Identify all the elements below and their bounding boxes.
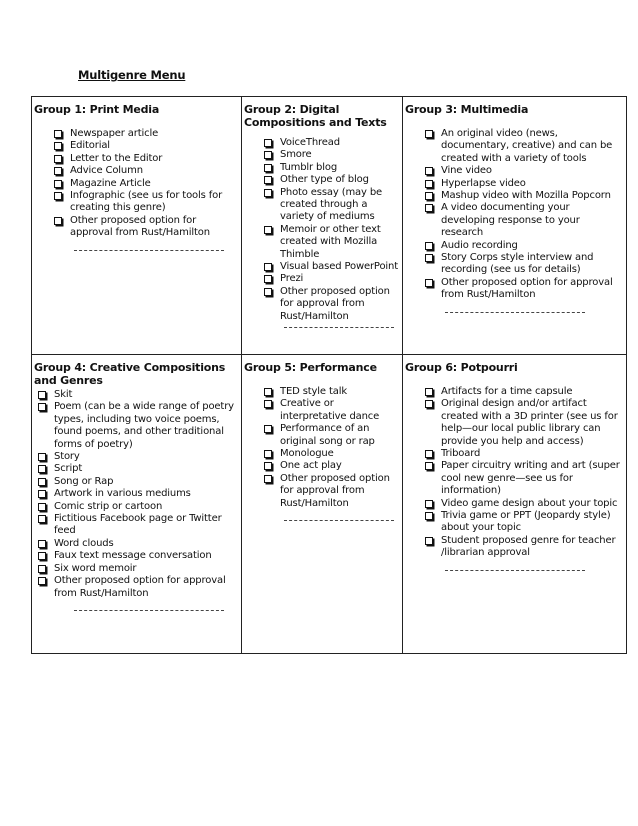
- checkbox-icon: [38, 391, 46, 399]
- item-text: Artwork in various mediums: [54, 488, 191, 500]
- item-text: Vine video: [441, 165, 492, 177]
- list-item: [264, 261, 398, 273]
- item-text: Other proposed option for approval from Rust/Hamilton: [441, 276, 613, 301]
- list-item: [264, 423, 398, 448]
- checkbox-icon: [264, 263, 272, 271]
- checkbox-icon: [425, 450, 433, 458]
- blank-line: [284, 327, 394, 329]
- item-text: Faux text message conversation: [54, 550, 212, 562]
- group-6-cell: [403, 355, 627, 654]
- list-item: [38, 538, 237, 550]
- group-5-cell: [242, 355, 403, 654]
- blank-line: [74, 250, 224, 252]
- list-item: [264, 398, 398, 423]
- checkbox-icon: [38, 403, 46, 411]
- list-item: [425, 398, 622, 448]
- item-text: One act play: [280, 460, 342, 472]
- checkbox-icon: [264, 400, 272, 408]
- checkbox-icon: [38, 540, 46, 548]
- checkbox-icon: [425, 254, 433, 262]
- item-text: Other type of blog: [280, 174, 369, 186]
- checkbox-icon: [425, 130, 433, 138]
- list-item: [264, 162, 398, 174]
- list-item: [38, 389, 237, 401]
- checkbox-icon: [264, 425, 272, 433]
- item-text: Editorial: [70, 140, 110, 152]
- item-text: Student proposed genre for teacher /librarian approval: [441, 534, 616, 559]
- group-title: Group 2: Digital Compositions and Texts: [244, 103, 387, 129]
- item-text: Visual based PowerPoint: [280, 261, 399, 273]
- list-item: [264, 286, 398, 323]
- list-item: [264, 149, 398, 161]
- list-item: [54, 165, 237, 177]
- checkbox-icon: [38, 552, 46, 560]
- list-item: [38, 451, 237, 463]
- item-text: Other proposed option for approval from Rust/Hamilton: [280, 285, 390, 322]
- item-text: Mashup video with Mozilla Popcorn: [441, 190, 611, 202]
- item-text: Video game design about your topic: [441, 497, 618, 509]
- list-item: [54, 215, 237, 240]
- checkbox-icon: [425, 537, 433, 545]
- list-item: [38, 488, 237, 500]
- list-item: [425, 448, 622, 460]
- item-text: Letter to the Editor: [70, 152, 163, 164]
- list-item: [264, 273, 398, 285]
- checkbox-icon: [38, 503, 46, 511]
- list-item: [425, 190, 622, 202]
- list-item: [54, 140, 237, 152]
- item-text: A video documenting your developing response to your research: [441, 202, 580, 239]
- checkbox-icon: [425, 180, 433, 188]
- checkbox-icon: [425, 512, 433, 520]
- checkbox-icon: [264, 462, 272, 470]
- list-item: [425, 386, 622, 398]
- list-item: [425, 277, 622, 302]
- checkbox-icon: [264, 189, 272, 197]
- checkbox-icon: [54, 180, 62, 188]
- item-text: Fictitious Facebook page or Twitter feed: [54, 513, 222, 537]
- list-item: [38, 476, 237, 488]
- group-6-list: [405, 386, 622, 560]
- checkbox-icon: [54, 155, 62, 163]
- checkbox-icon: [38, 478, 46, 486]
- list-item: [264, 386, 398, 398]
- checkbox-icon: [38, 490, 46, 498]
- list-item: [38, 401, 237, 451]
- checkbox-icon: [38, 565, 46, 573]
- item-text: Performance of an original song or rap: [280, 423, 375, 447]
- checkbox-icon: [425, 279, 433, 287]
- checkbox-icon: [264, 164, 272, 172]
- list-item: [264, 137, 398, 149]
- list-item: [425, 240, 622, 252]
- checkbox-icon: [38, 515, 46, 523]
- item-text: Newspaper article: [70, 128, 159, 139]
- list-item: [264, 174, 398, 186]
- checkbox-icon: [264, 226, 272, 234]
- group-3-list: [405, 128, 622, 302]
- list-item: [38, 501, 237, 513]
- list-item: [264, 224, 398, 261]
- group-1-list: [34, 128, 237, 240]
- item-text: Script: [54, 463, 83, 475]
- item-text: Audio recording: [441, 239, 518, 251]
- list-item: [264, 448, 398, 460]
- item-text: Creative or interpretative dance: [280, 398, 380, 422]
- checkbox-icon: [264, 475, 272, 483]
- list-item: [38, 463, 237, 475]
- item-text: Trivia game or PPT (Jeopardy style) about your topic: [441, 510, 611, 534]
- list-item: [264, 187, 398, 224]
- checkbox-icon: [425, 500, 433, 508]
- item-text: Hyperlapse video: [441, 177, 526, 189]
- checkbox-icon: [425, 400, 433, 408]
- list-item: [425, 128, 622, 165]
- list-item: [54, 190, 237, 215]
- checkbox-icon: [264, 151, 272, 159]
- group-3-cell: [403, 97, 627, 355]
- checkbox-icon: [264, 388, 272, 396]
- item-text: Artifacts for a time capsule: [441, 386, 573, 397]
- list-item: [54, 153, 237, 165]
- group-4-list: [34, 389, 237, 600]
- list-item: [425, 498, 622, 510]
- group-title: Group 5: Performance: [244, 361, 377, 374]
- checkbox-icon: [264, 176, 272, 184]
- checkbox-icon: [425, 167, 433, 175]
- item-text: Skit: [54, 389, 73, 400]
- list-item: [425, 510, 622, 535]
- checkbox-icon: [54, 167, 62, 175]
- blank-line: [284, 520, 394, 522]
- group-title: Group 6: Potpourri: [405, 361, 518, 374]
- list-item: [264, 460, 398, 472]
- item-text: Word clouds: [54, 537, 114, 549]
- list-item: [38, 563, 237, 575]
- item-text: Memoir or other text created with Mozilla Thimble: [280, 223, 381, 260]
- list-item: [38, 513, 237, 538]
- checkbox-icon: [54, 192, 62, 200]
- list-item: [425, 252, 622, 277]
- item-text: Tumblr blog: [280, 161, 338, 173]
- list-item: [425, 202, 622, 239]
- checkbox-icon: [425, 388, 433, 396]
- item-text: Story Corps style interview and recording (see us for details): [441, 252, 594, 276]
- item-text: Photo essay (may be created through a variety of mediums: [280, 186, 383, 223]
- group-4-cell: [32, 355, 242, 654]
- group-title: Group 3: Multimedia: [405, 103, 529, 116]
- checkbox-icon: [38, 453, 46, 461]
- item-text: Smore: [280, 149, 312, 161]
- list-item: [425, 535, 622, 560]
- list-item: [54, 178, 237, 190]
- table-row: [32, 97, 627, 355]
- item-text: Six word memoir: [54, 562, 137, 574]
- item-text: Other proposed option for approval from Rust/Hamilton: [70, 214, 210, 239]
- checkbox-icon: [54, 130, 62, 138]
- item-text: Comic strip or cartoon: [54, 500, 163, 512]
- group-2-cell: [242, 97, 403, 355]
- checkbox-icon: [264, 275, 272, 283]
- checkbox-icon: [264, 450, 272, 458]
- group-5-list: [244, 386, 398, 510]
- checkbox-icon: [38, 577, 46, 585]
- checkbox-icon: [264, 288, 272, 296]
- item-text: Infographic (see us for tools for creating this genre): [70, 190, 223, 214]
- blank-line: [74, 610, 224, 612]
- item-text: VoiceThread: [280, 137, 340, 148]
- checkbox-icon: [264, 139, 272, 147]
- page-title: Multigenre Menu: [78, 68, 186, 82]
- item-text: Triboard: [441, 448, 481, 460]
- item-text: Original design and/or artifact created with a 3D printer (see us for help—our local public library can provide you help and access): [441, 398, 618, 447]
- item-text: Story: [54, 451, 80, 463]
- group-2-list: [244, 137, 398, 323]
- multigenre-menu-table: [31, 96, 627, 654]
- list-item: [425, 178, 622, 190]
- checkbox-icon: [425, 192, 433, 200]
- group-title: Group 4: Creative Compositions and Genres: [34, 361, 226, 387]
- item-text: Song or Rap: [54, 475, 114, 487]
- item-text: Prezi: [280, 273, 304, 285]
- checkbox-icon: [38, 465, 46, 473]
- item-text: Paper circuitry writing and art (super cool new genre—see us for information): [441, 460, 620, 497]
- list-item: [38, 550, 237, 562]
- group-title: Group 1: Print Media: [34, 103, 160, 116]
- list-item: [425, 165, 622, 177]
- list-item: [54, 128, 237, 140]
- item-text: TED style talk: [280, 386, 347, 397]
- group-1-cell: [32, 97, 242, 355]
- item-text: Other proposed option for approval from Rust/Hamilton: [280, 472, 390, 509]
- item-text: Monologue: [280, 448, 334, 460]
- checkbox-icon: [54, 217, 62, 225]
- checkbox-icon: [54, 142, 62, 150]
- item-text: Poem (can be a wide range of poetry types, including two voice poems, found poems, and other traditional forms of poetry): [54, 401, 234, 450]
- blank-line: [445, 570, 585, 572]
- item-text: Other proposed option for approval from Rust/Hamilton: [54, 575, 226, 599]
- list-item: [38, 575, 237, 600]
- list-item: [425, 460, 622, 497]
- table-row: [32, 355, 627, 654]
- checkbox-icon: [425, 204, 433, 212]
- item-text: An original video (news, documentary, creative) and can be created with a variety of tools: [441, 128, 613, 164]
- item-text: Magazine Article: [70, 177, 151, 189]
- item-text: Advice Column: [70, 165, 143, 177]
- list-item: [264, 473, 398, 510]
- checkbox-icon: [425, 462, 433, 470]
- checkbox-icon: [425, 242, 433, 250]
- blank-line: [445, 312, 585, 314]
